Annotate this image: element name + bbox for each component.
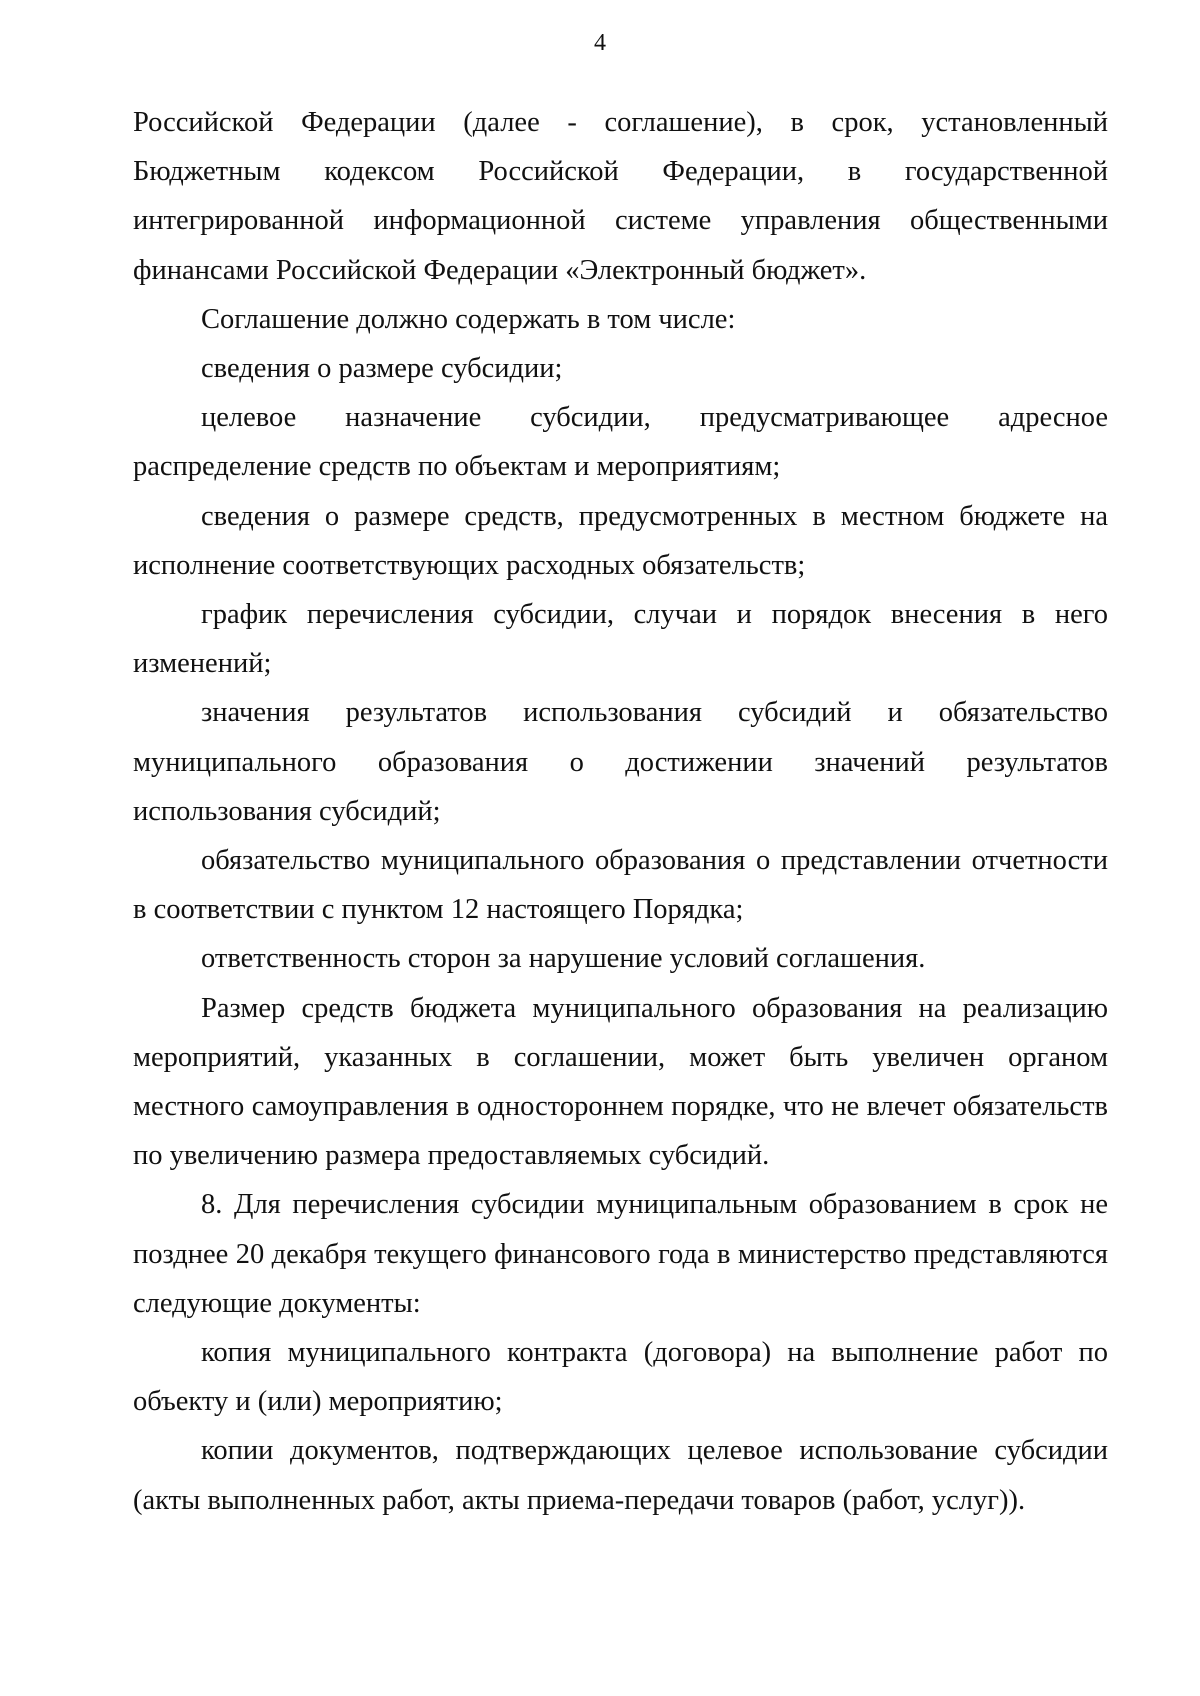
- paragraph-target-purpose: целевое назначение субсидии, предусматривающее адресное распределение средств по объектам и мероприятиям;: [133, 402, 1108, 483]
- paragraph-subsidy-size: сведения о размере субсидии;: [201, 353, 563, 385]
- paragraph-reporting-obligation: обязательство муниципального образования о представлении отчетности в соответствии с пунктом 12 настоящего Порядка;: [133, 845, 1108, 926]
- paragraph-budget-increase: Размер средств бюджета муниципального образования на реализацию мероприятий, указанных в соглашении, может быть увеличен органом местного самоуправления в одностороннем порядке, что не влечет обязательств по увеличению размера предоставляемых субсидий.: [133, 992, 1108, 1172]
- paragraph-agreement-contents: Соглашение должно содержать в том числе:: [201, 303, 736, 335]
- paragraph-item-8: 8. Для перечисления субсидии муниципальным образованием в срок не позднее 20 декабря текущего финансового года в министерство представляются следующие документы:: [133, 1189, 1108, 1319]
- page-number: 4: [594, 30, 606, 56]
- paragraph-liability: ответственность сторон за нарушение условий соглашения.: [201, 943, 926, 975]
- paragraph-local-budget-funds: сведения о размере средств, предусмотренных в местном бюджете на исполнение соответствующих расходных обязательств;: [133, 500, 1108, 581]
- paragraph-contract-copy: копия муниципального контракта (договора) на выполнение работ по объекту и (или) мероприятию;: [133, 1337, 1108, 1418]
- document-body: [133, 98, 1108, 1525]
- paragraph-documents-copies: копии документов, подтверждающих целевое использование субсидии (акты выполненных работ, акты приема-передачи товаров (работ, услуг)).: [133, 1435, 1108, 1516]
- paragraph-transfer-schedule: график перечисления субсидии, случаи и порядок внесения в него изменений;: [133, 599, 1108, 680]
- paragraph-results-values: значения результатов использования субсидий и обязательство муниципального образования о достижении значений результатов использования субсидий;: [133, 697, 1108, 827]
- paragraph-agreement-intro: Российской Федерации (далее - соглашение), в срок, установленный Бюджетным кодексом Российской Федерации, в государственной интегрированной информационной системе управления общественными финансами Российской Федерации «Электронный бюджет».: [133, 107, 1108, 286]
